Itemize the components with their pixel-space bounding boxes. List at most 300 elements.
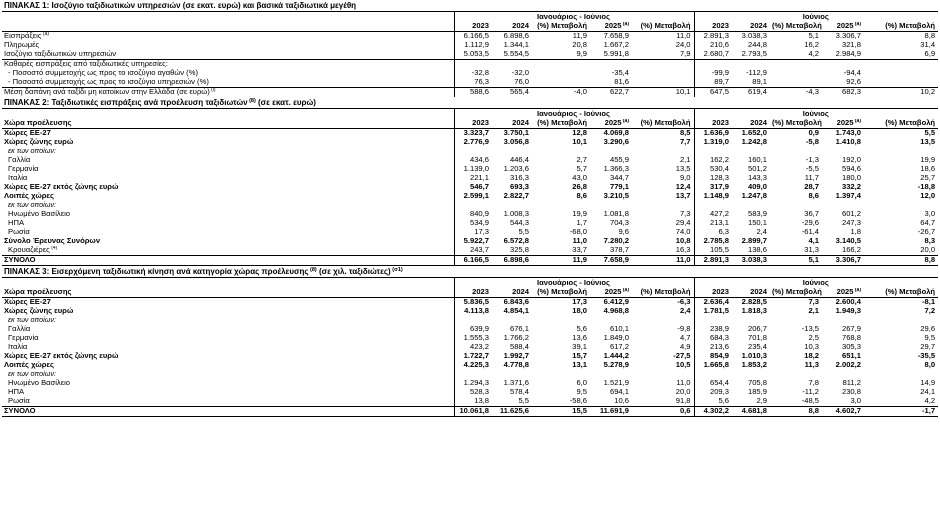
table1-row-label: - Ποσοστό συμμετοχής ως προς το ισοζύγιο αγαθών (%)	[8, 69, 198, 78]
table2-cell: 2.599,1	[454, 192, 492, 201]
table2-row	[2, 138, 938, 147]
table3-cell: 213,6	[694, 343, 732, 352]
table2-cell: 9,6	[618, 228, 629, 237]
table2-cell: 1.139,0	[454, 165, 492, 174]
table3-cell: 8,0	[924, 361, 936, 370]
table1-cell	[864, 69, 938, 78]
table3-cell: 18,2	[804, 352, 819, 361]
table3-cell	[822, 370, 864, 379]
table1-cell	[770, 60, 822, 70]
table1-cell: 9,9	[532, 50, 590, 60]
table2-cell	[454, 201, 492, 210]
table1-cell: 89,7	[694, 78, 732, 88]
table3-cell: 1.992,7	[503, 352, 529, 361]
table3-cell: 4,7	[679, 334, 691, 343]
table2-cell: 840,9	[454, 210, 492, 219]
table3-cell: 4.681,8	[732, 407, 770, 417]
table3-cell: 4.302,2	[694, 407, 732, 417]
table3-row-label: Ρωσία	[8, 397, 30, 406]
table2-cell: 31,3	[804, 246, 819, 255]
table2-row	[2, 147, 938, 156]
table3-cell: 1.444,2	[603, 352, 629, 361]
table2-cell: 1.636,9	[694, 129, 732, 139]
table3-cell: 11,0	[676, 379, 691, 388]
table2-cell: 501,2	[747, 165, 767, 174]
table2-row-label: Λοιπές χώρες	[4, 192, 54, 201]
table3-cell: 1.766,2	[503, 334, 529, 343]
table3-cell: 11.691,9	[590, 407, 632, 417]
table1-row	[2, 50, 938, 60]
table3-cell: 11.625,6	[492, 407, 532, 417]
table3-cell	[822, 316, 864, 325]
table2-row-label: Κρουαζιέρες $^{(4)}$	[8, 246, 58, 255]
table3-cell: 267,9	[841, 325, 861, 334]
table1-cell: 244,8	[747, 41, 767, 50]
table3-col-header: (%) Μεταβολή	[632, 288, 694, 298]
table1-cell: 11,9	[572, 31, 587, 41]
table2-cell: 2.891,3	[694, 256, 732, 266]
table1-row-label: Πληρωμές	[4, 41, 40, 50]
table3-period-h1: Ιανουάριος - Ιούνιος	[454, 278, 694, 289]
table2-cell: 3.750,1	[503, 128, 529, 138]
table2-cell: 5,5	[924, 128, 936, 138]
table2-row	[2, 174, 938, 183]
table1-cell: 7.658,9	[603, 31, 629, 41]
table2-period-h1: Ιανουάριος - Ιούνιος	[454, 109, 694, 120]
table2-title-note: (8)	[247, 97, 256, 104]
table2-row-label: Ρωσία	[8, 228, 30, 237]
table2-cell: 5,1	[770, 256, 822, 266]
table1-cell: 10,1	[675, 87, 691, 97]
table3-cell: 9,5	[576, 388, 587, 397]
table2-row	[2, 237, 938, 246]
table2-cell: -5,8	[805, 138, 819, 147]
table2-cell: 10,8	[675, 237, 691, 246]
table2-cell: 6.898,6	[492, 256, 532, 266]
table2-cell: 7.658,9	[590, 256, 632, 266]
table2-row-label: ΣΥΝΟΛΟ	[2, 256, 454, 266]
table2-row-label: εκ των οποίων:	[8, 201, 56, 210]
table2-cell: 11,0	[572, 237, 587, 246]
table3-cell	[632, 316, 694, 325]
table2-cell: 317,9	[694, 183, 732, 192]
table3-row	[2, 397, 938, 407]
table2-cell: -29,6	[801, 219, 819, 228]
table2-row-label: Σύνολο Έρευνας Συνόρων	[4, 237, 101, 246]
table3-cell: 8,8	[770, 407, 822, 417]
table1-cell: 588,6	[454, 88, 492, 98]
table3-cell	[632, 370, 694, 379]
table2-col-header-note: (a)	[621, 119, 629, 125]
table2-cell: 5,7	[576, 165, 587, 174]
table2-cell: 325,8	[509, 246, 529, 255]
table2-cell	[864, 147, 938, 156]
table1-cell: 5,1	[808, 31, 819, 41]
table3-cell: 1.371,6	[503, 379, 529, 388]
table3-col-header-note: (a)	[621, 288, 629, 294]
table3-cell: 10.061,8	[454, 407, 492, 417]
table2-cell: 162,2	[694, 156, 732, 165]
table2-cell: 1.008,3	[503, 210, 529, 219]
table3-cell	[694, 316, 732, 325]
table3-cell: 29,6	[920, 325, 936, 334]
table2-cell: 446,4	[509, 156, 529, 165]
table3-row-header: Χώρα προέλευσης	[2, 288, 454, 298]
table2-row	[2, 219, 938, 228]
table3-cell: -13,5	[801, 325, 819, 334]
table3-row-label: ΗΠΑ	[8, 388, 25, 397]
table2-cell: 10,1	[572, 138, 587, 147]
table2-cell: 25,7	[920, 174, 936, 183]
table1-row-label: Μέση δαπάνη ανά ταξίδι μη κατοίκων στην Ελλάδα (σε ευρώ) $^{(i)}$	[4, 87, 216, 97]
table1-cell: 622,7	[609, 87, 629, 97]
table1-col-header-note: (a)	[621, 22, 629, 28]
table2-row-label: Χώρες ΕΕ-27	[4, 128, 51, 138]
table1-cell: 24,0	[675, 41, 691, 50]
table2-title-text: ΠΙΝΑΚΑΣ 2: Ταξιδιωτικές εισπράξεις ανά προέλευση ταξιδιωτών	[4, 97, 248, 107]
table3-cell: 39,1	[572, 343, 587, 352]
table3-cell: 2,9	[756, 397, 767, 406]
table2-cell: 704,3	[609, 219, 629, 228]
table3-cell: 811,2	[842, 379, 861, 388]
table3-row	[2, 370, 938, 379]
table2-title	[2, 97, 938, 109]
table2-col-header-note: (a)	[853, 119, 861, 125]
table3-col-header: 2025 $^{(a)}$	[590, 288, 632, 298]
table2-cell: 1.319,0	[694, 138, 732, 147]
table1-row-label-note: (i)	[209, 87, 216, 94]
table3-col-header: (%) Μεταβολή	[772, 288, 822, 297]
table2-cell: 2,7	[576, 156, 587, 165]
table3-cell: 14,9	[920, 379, 936, 388]
table3-col-header: 2023	[454, 288, 492, 298]
table2-col-header: 2023	[694, 119, 732, 129]
table2-cell: 6.572,8	[503, 237, 529, 246]
table3-col-header: (%) Μεταβολή	[864, 288, 938, 298]
table2-cell: 3.038,3	[732, 256, 770, 266]
table1-cell: 11,0	[676, 31, 691, 41]
table2-cell: 332,2	[841, 183, 861, 192]
table2-cell: 12,0	[920, 192, 936, 201]
table2-cell: 1.366,3	[603, 165, 629, 174]
table3-cell: 3,0	[850, 397, 861, 406]
table2-cell: 1.247,8	[741, 192, 767, 201]
table3-cell	[770, 370, 822, 379]
table2-cell: 3.290,6	[603, 138, 629, 147]
table3-cell: 1.010,3	[741, 352, 767, 361]
table3-col-header: 2024	[732, 288, 770, 298]
table3-cell: 17,3	[572, 297, 587, 307]
table2-cell: 378,7	[609, 246, 629, 255]
table3-cell: -48,5	[801, 397, 819, 406]
table2-cell: 12,8	[572, 128, 587, 138]
table1-cell: -99,9	[694, 69, 732, 78]
table3-cell: 13,1	[572, 361, 587, 370]
table3-cell: 2,5	[808, 334, 819, 343]
table2-row-label: Ηνωμένο Βασίλειο	[8, 210, 71, 219]
table2-period-june: Ιούνιος	[694, 109, 938, 120]
table1-col-header: (%) Μεταβολή	[772, 22, 822, 31]
table3-cell: 5,5	[518, 397, 529, 406]
table2-cell: 33,7	[572, 246, 587, 255]
table1-row-label-note: (a)	[41, 31, 50, 38]
table2-cell: 1.242,8	[741, 138, 767, 147]
table1-cell: 6.166,5	[454, 32, 492, 42]
table1-row-header	[2, 22, 454, 32]
table3-cell: 2.600,4	[835, 297, 861, 307]
table3-cell: 10,3	[804, 343, 819, 352]
table1-row-label: Εισπράξεις $^{(a)}$	[4, 31, 50, 41]
table2-cell	[532, 147, 590, 156]
table2-cell: 434,6	[454, 156, 492, 165]
table2-cell: 0,9	[808, 128, 819, 138]
table3-cell: 578,4	[509, 388, 529, 397]
table2-row-label: Χώρες ζώνης ευρώ	[4, 138, 74, 147]
table1-cell	[590, 60, 632, 70]
table3-col-header: 2025 $^{(a)}$	[822, 288, 864, 298]
table3-cell: 694,1	[609, 388, 629, 397]
table1-column-header-row	[2, 22, 938, 32]
table2-row-label: Γαλλία	[8, 156, 31, 165]
table3-cell	[590, 316, 632, 325]
table1-cell: 16,2	[804, 41, 819, 50]
table3-cell: 238,9	[694, 325, 732, 334]
table2-col-header: (%) Μεταβολή	[532, 119, 590, 129]
statistics-tables	[2, 0, 938, 417]
table3-cell: 13,6	[572, 334, 587, 343]
table2-cell: 243,7	[454, 246, 492, 256]
table1-period-spacer	[2, 12, 454, 23]
table3-cell: 20,0	[675, 388, 691, 397]
table2-cell: 2.776,9	[454, 138, 492, 147]
table2-cell: 4.069,8	[603, 128, 629, 138]
table3-cell: 588,4	[509, 343, 529, 352]
table3-row	[2, 379, 938, 388]
table3-cell: 1.853,2	[741, 361, 767, 370]
table2-cell: 2.785,8	[694, 237, 732, 246]
table1-cell	[632, 78, 694, 88]
table2-title-row	[2, 97, 938, 109]
table1-cell: 76,3	[454, 78, 492, 88]
table3-row-label: Ηνωμένο Βασίλειο	[8, 379, 71, 388]
table1-col-header: 2025 $^{(a)}$	[590, 22, 632, 32]
table2-cell: 29,4	[675, 219, 691, 228]
table2-cell: 601,2	[841, 210, 861, 219]
table3-col-header: 2024	[492, 288, 532, 298]
table3-cell: 6.412,9	[603, 297, 629, 307]
table3-cell: 654,4	[694, 379, 732, 388]
table2-cell: 1.397,4	[835, 192, 861, 201]
table3-cell: 11,3	[804, 361, 819, 370]
table3-col-header: (%) Μεταβολή	[532, 288, 590, 298]
table2-cell	[822, 147, 864, 156]
table3-cell: 2.002,2	[835, 361, 861, 370]
table1-cell	[694, 60, 732, 70]
table1-title	[2, 0, 938, 12]
table1-cell: 7,9	[632, 50, 694, 60]
table3-col-header: 2023	[694, 288, 732, 298]
table3-title-note-2: (σ1)	[390, 266, 403, 273]
table1-col-header: 2023	[454, 22, 492, 32]
table2-cell	[632, 201, 694, 210]
table1-col-header: (%) Μεταβολή	[632, 22, 694, 32]
table3-col-header-note: (a)	[853, 288, 861, 294]
table3-cell: 5.836,5	[454, 298, 492, 308]
table2-cell: 1.203,6	[503, 165, 529, 174]
table2-col-header: 2025 $^{(a)}$	[590, 119, 632, 129]
table2-col-header: 2025 $^{(a)}$	[822, 119, 864, 129]
table1-cell: 5.053,5	[454, 50, 492, 60]
table3-cell: -27,5	[673, 352, 691, 361]
table3-cell: -11,2	[802, 388, 819, 397]
table2-cell: 18,6	[920, 165, 936, 174]
table3-cell: 4,9	[679, 343, 691, 352]
table1-col-header: 2023	[694, 22, 732, 32]
table2-col-header: (%) Μεταβολή	[772, 119, 822, 128]
table1-cell: 565,4	[509, 87, 529, 97]
table1-cell: 682,3	[841, 87, 861, 97]
table2-col-header: (%) Μεταβολή	[864, 119, 938, 129]
table2-cell: 3.140,5	[835, 237, 861, 246]
table1-period-h1: Ιανουάριος - Ιούνιος	[454, 12, 694, 23]
table1-cell: 647,5	[694, 88, 732, 98]
table2-cell: 138,6	[747, 246, 767, 255]
table2-cell: -18,8	[917, 183, 936, 192]
table2-cell: 19,9	[572, 210, 587, 219]
table3-row	[2, 325, 938, 334]
table1-cell: 31,4	[920, 41, 936, 50]
table3-cell: 230,8	[841, 388, 861, 397]
table3-row-label: Λοιπές χώρες	[4, 361, 54, 370]
table1-cell: 8,8	[924, 31, 936, 41]
table3-row-label: Ιταλία	[8, 343, 28, 352]
table3-cell: -8,1	[921, 297, 936, 307]
table2-column-header-row	[2, 119, 938, 129]
table1-cell	[532, 78, 590, 88]
table3-title-text: ΠΙΝΑΚΑΣ 3: Εισερχόμενη ταξιδιωτική κίνηση ανά κατηγορία χώρας προέλευσης	[4, 266, 309, 276]
table1-col-header: 2024	[492, 22, 532, 32]
table1-cell	[532, 69, 590, 78]
table1-cell: 3.306,7	[835, 31, 861, 41]
table2-cell	[590, 147, 632, 156]
table1-cell: -35,4	[611, 69, 629, 78]
table3-period-row	[2, 278, 938, 289]
table3-cell: 768,8	[841, 334, 861, 343]
table3-cell: 305,3	[841, 343, 861, 352]
table3-cell: 2.828,5	[741, 297, 767, 307]
table2-cell	[632, 147, 694, 156]
table2-cell: 13,5	[675, 165, 691, 174]
table3-row	[2, 388, 938, 397]
table1-cell: 5.554,5	[492, 50, 532, 60]
table3-row	[2, 298, 938, 308]
table3-cell: 617,2	[609, 343, 629, 352]
table3-cell: 4.602,7	[822, 407, 864, 417]
table3-cell: 5,6	[694, 397, 732, 407]
table3-cell: 10,5	[675, 361, 691, 370]
table3-title-row	[2, 266, 938, 278]
table3-cell: 4.854,1	[503, 307, 529, 316]
table2-cell	[492, 201, 532, 210]
table2-cell: 2,4	[756, 228, 767, 237]
table1-cell: 89,1	[732, 78, 770, 88]
table3-cell: 5,6	[576, 325, 587, 334]
table3-cell: -58,6	[569, 397, 587, 406]
table1-cell: 81,6	[590, 78, 632, 88]
table2-cell	[864, 201, 938, 210]
table2-cell: 1.148,9	[694, 192, 732, 201]
table3-row-label: Χώρες ζώνης ευρώ	[4, 307, 74, 316]
table2-cell: 11,9	[532, 256, 590, 266]
table2-row-label: Χώρες ΕΕ-27 εκτός ζώνης ευρώ	[4, 183, 119, 192]
table2-cell: 1.410,8	[835, 138, 861, 147]
table2-cell: 8,3	[924, 237, 936, 246]
table1-cell	[770, 69, 822, 78]
table3-column-header-row	[2, 288, 938, 298]
table1-row	[2, 32, 938, 42]
table2-cell: 11,7	[804, 174, 819, 183]
table1-cell	[770, 78, 822, 88]
table2-cell: 28,7	[804, 183, 819, 192]
table2-cell: 530,4	[694, 165, 732, 174]
table2-cell: 5,5	[518, 228, 529, 237]
table1-cell	[864, 78, 938, 88]
table3-cell	[590, 370, 632, 379]
table1-row	[2, 41, 938, 50]
table3-cell: 1.818,3	[741, 307, 767, 316]
table3-cell: 4.778,8	[503, 361, 529, 370]
table2-row-label: Γερμανία	[8, 165, 39, 174]
table2-row-label: ΗΠΑ	[8, 219, 25, 228]
table1-cell: 6.898,6	[503, 31, 529, 41]
table3-cell	[454, 316, 492, 325]
table1-cell: 1.344,1	[503, 41, 529, 50]
table2-cell: 5.922,7	[454, 237, 492, 246]
table3-row	[2, 307, 938, 316]
table1-col-header: 2024	[732, 22, 770, 32]
table3-cell: 4.968,8	[603, 307, 629, 316]
table3-cell: 610,1	[609, 325, 629, 334]
table2-cell	[454, 147, 492, 156]
table1-cell: -112,9	[746, 69, 767, 78]
table1-cell: 1.112,9	[454, 41, 492, 50]
table3-cell: 2,1	[808, 307, 819, 316]
table3-cell: 7,2	[924, 307, 936, 316]
table2-cell: -61,4	[801, 228, 819, 237]
table2-cell	[492, 147, 532, 156]
table1-cell	[732, 60, 770, 70]
table3-period-june: Ιούνιος	[694, 278, 938, 289]
table3-cell: -35,5	[917, 352, 936, 361]
table2-cell: 2,1	[679, 156, 691, 165]
table3-cell: 2,4	[679, 307, 691, 316]
table3-row-label: Χώρες ΕΕ-27	[4, 297, 51, 307]
table3-cell: 701,8	[747, 334, 767, 343]
table1-cell	[492, 60, 532, 70]
table3-cell: 1.949,3	[835, 307, 861, 316]
table2-col-header: 2023	[454, 119, 492, 129]
table3-cell: 7,8	[808, 379, 819, 388]
table3-cell	[492, 316, 532, 325]
table3-cell: 6.843,6	[503, 297, 529, 307]
table3-cell	[864, 316, 938, 325]
table1-cell: 3.038,3	[741, 31, 767, 41]
table3-row-label: Χώρες ΕΕ-27 εκτός ζώνης ευρώ	[4, 352, 119, 361]
table2-col-header: 2024	[492, 119, 532, 129]
table3-cell: 676,1	[509, 325, 529, 334]
table3-cell	[732, 370, 770, 379]
table1-cell: -94,4	[843, 69, 861, 78]
